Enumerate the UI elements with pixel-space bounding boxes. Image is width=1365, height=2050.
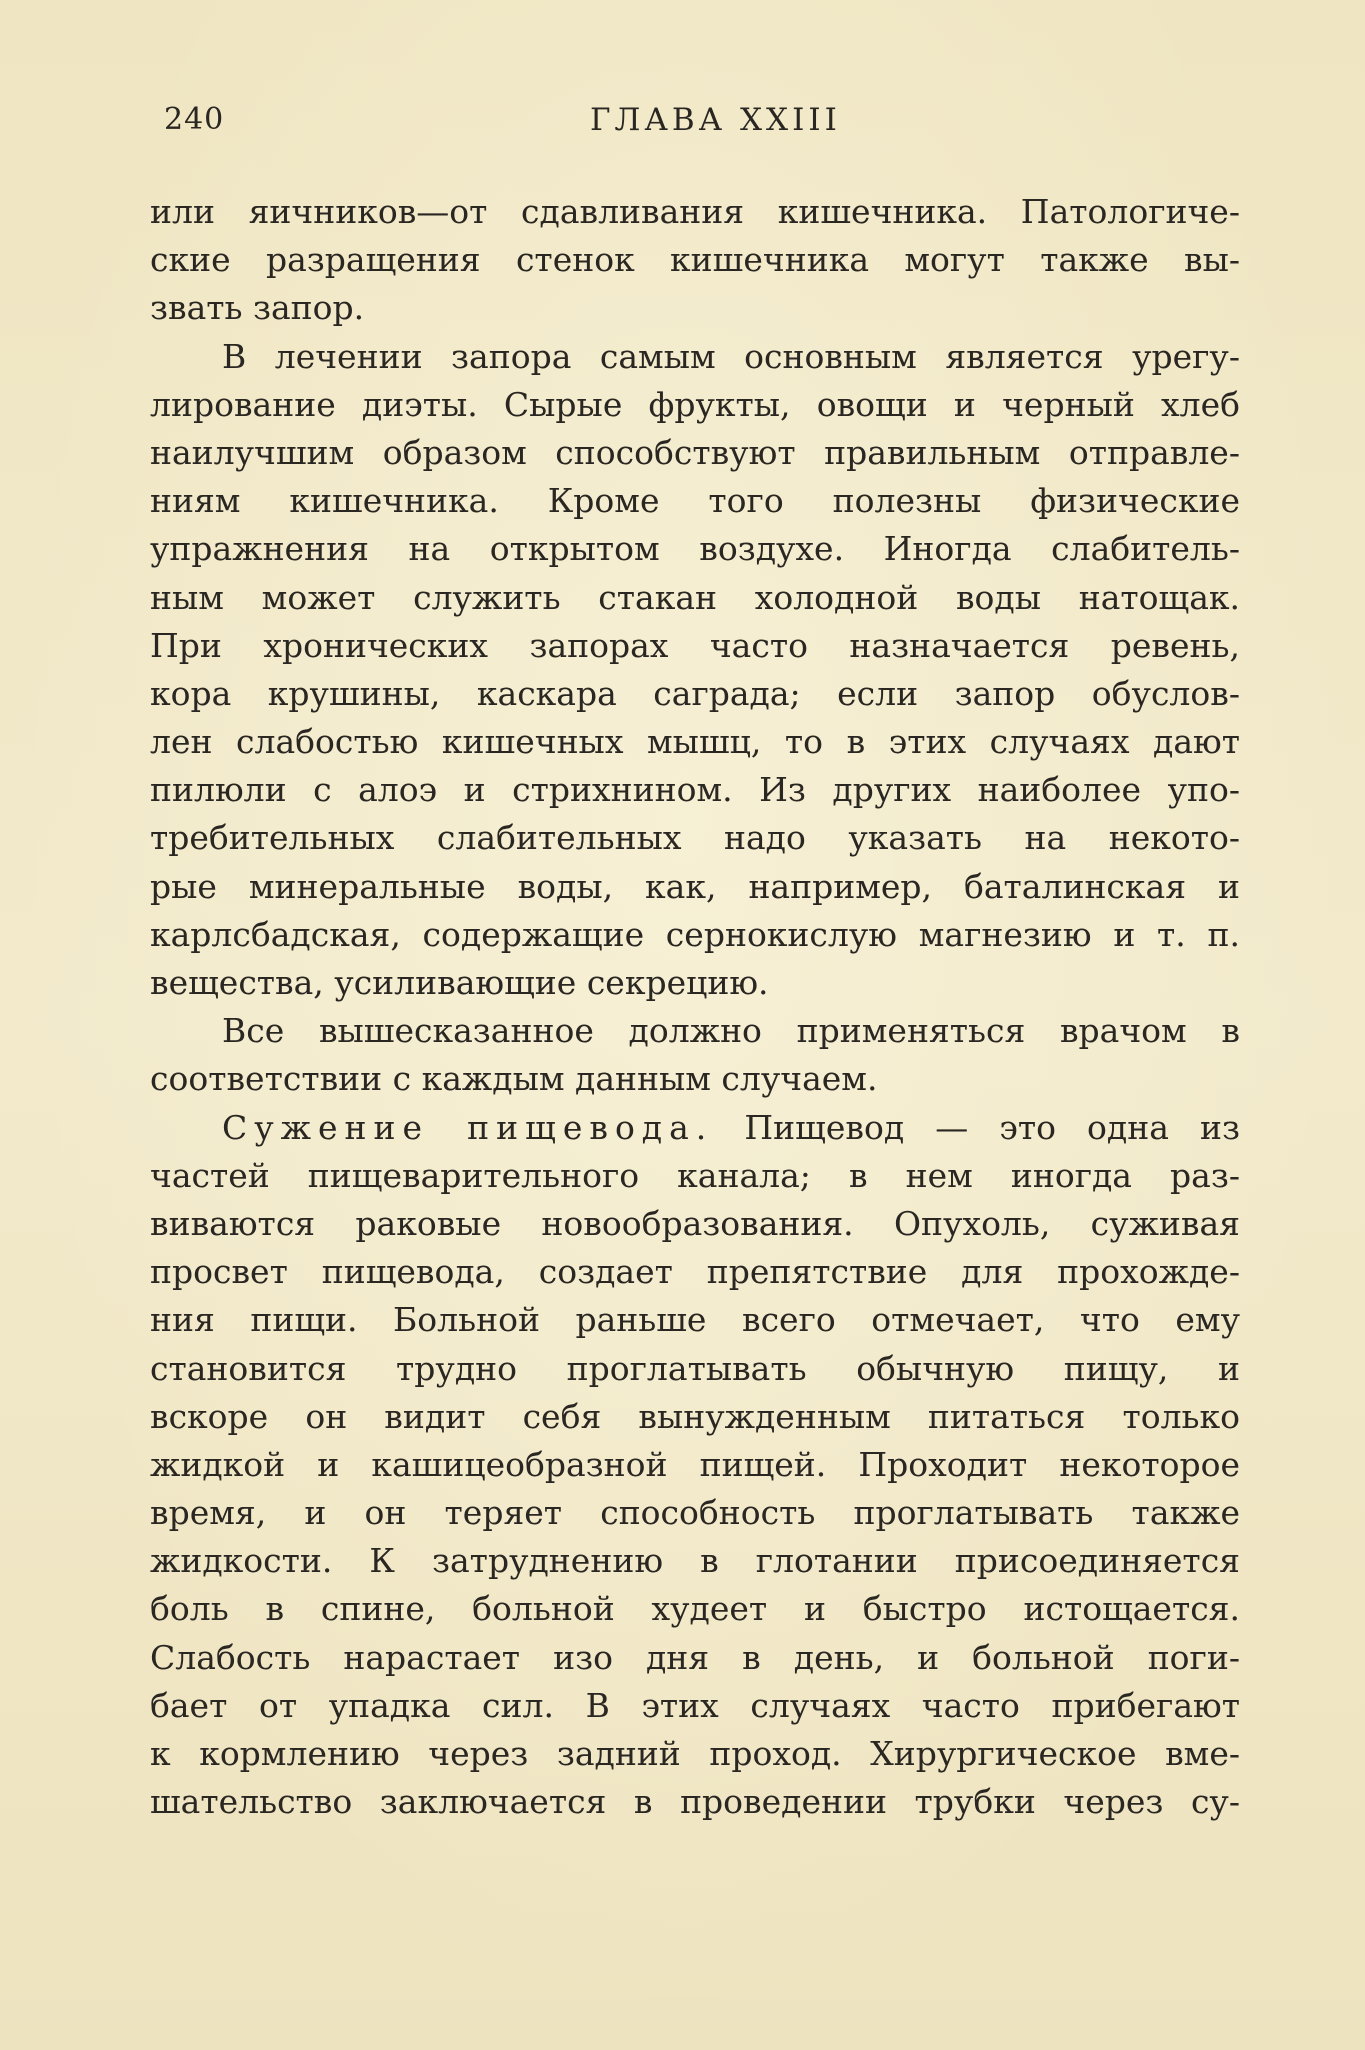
chapter-title: ГЛАВА XXIII [590,102,841,138]
text-line: жидкой и кашицеобразной пищей. Проходит некоторое [150,1444,1240,1484]
text-line: требительных слабительных надо указать на некото- [150,818,1240,858]
text-line: рые минеральные воды, как, например, баталинская и [150,866,1240,906]
text-line: упражнения на открытом воздухе. Иногда слабитель- [150,529,1240,569]
text-line: пилюли с алоэ и стрихнином. Из других наиболее упо- [150,770,1240,810]
text-line: соответствии с каждым данным случаем. [150,1059,878,1099]
text-line: В лечении запора самым основным является урегу- [222,336,1240,376]
text-line: звать запор. [150,288,365,328]
text-line: виваются раковые новообразования. Опухоль, суживая [150,1203,1240,1243]
text-line: вещества, усиливающие секрецию. [150,963,769,1002]
body-text [150,188,1240,1826]
text-line: или яичников—от сдавливания кишечника. Патологиче- [150,192,1240,231]
text-line: лен слабостью кишечных мышц, то в этих случаях дают [150,722,1240,762]
text-line: время, и он теряет способность проглатывать также [150,1493,1240,1533]
text-line: боль в спине, больной худеет и быстро истощается. [150,1589,1240,1629]
page-header [160,102,1240,152]
text-line: бает от упадка сил. В этих случаях часто прибегают [150,1685,1240,1725]
text-line: жидкости. К затруднению в глотании присоединяется [150,1541,1240,1581]
text-line: лирование диэты. Сырые фрукты, овощи и черный хлеб [150,384,1240,424]
section-heading: Сужение пищевода. [222,1107,714,1147]
text-line: частей пищеварительного канала; в нем иногда раз- [150,1155,1240,1195]
text-line-with-heading [150,1104,1240,1152]
text-line: ным может служить стакан холодной воды натощак. [150,577,1240,617]
text-line: просвет пищевода, создает препятствие для прохожде- [150,1252,1240,1292]
text-line: При хронических запорах часто назначается ревень, [150,625,1240,665]
text-line: становится трудно проглатывать обычную пищу, и [150,1348,1240,1388]
text-line: вскоре он видит себя вынужденным питаться только [150,1396,1240,1436]
text-line: наилучшим образом способствуют правильным отправле- [150,432,1240,472]
text-line: кора крушины, каскара саграда; если запор обуслов- [150,673,1240,713]
text-line: к кормлению через задний проход. Хирургическое вме- [150,1734,1240,1773]
text-line: шательство заключается в проведении трубки через су- [150,1782,1240,1822]
text-line: Все вышесказанное должно применяться врачом в [222,1011,1240,1051]
text-line: карлсбадская, содержащие сернокислую магнезию и т. п. [150,914,1240,954]
page-number: 240 [164,102,225,137]
text-line: ния пищи. Больной раньше всего отмечает, что ему [150,1300,1240,1340]
text-line: Слабость нарастает изо дня в день, и больной поги- [150,1637,1240,1677]
text-line: ские разращения стенок кишечника могут также вы- [150,240,1240,280]
text-line: Пищевод — это одна из [713,1107,1240,1147]
text-line: ниям кишечника. Кроме того полезны физические [150,481,1240,521]
